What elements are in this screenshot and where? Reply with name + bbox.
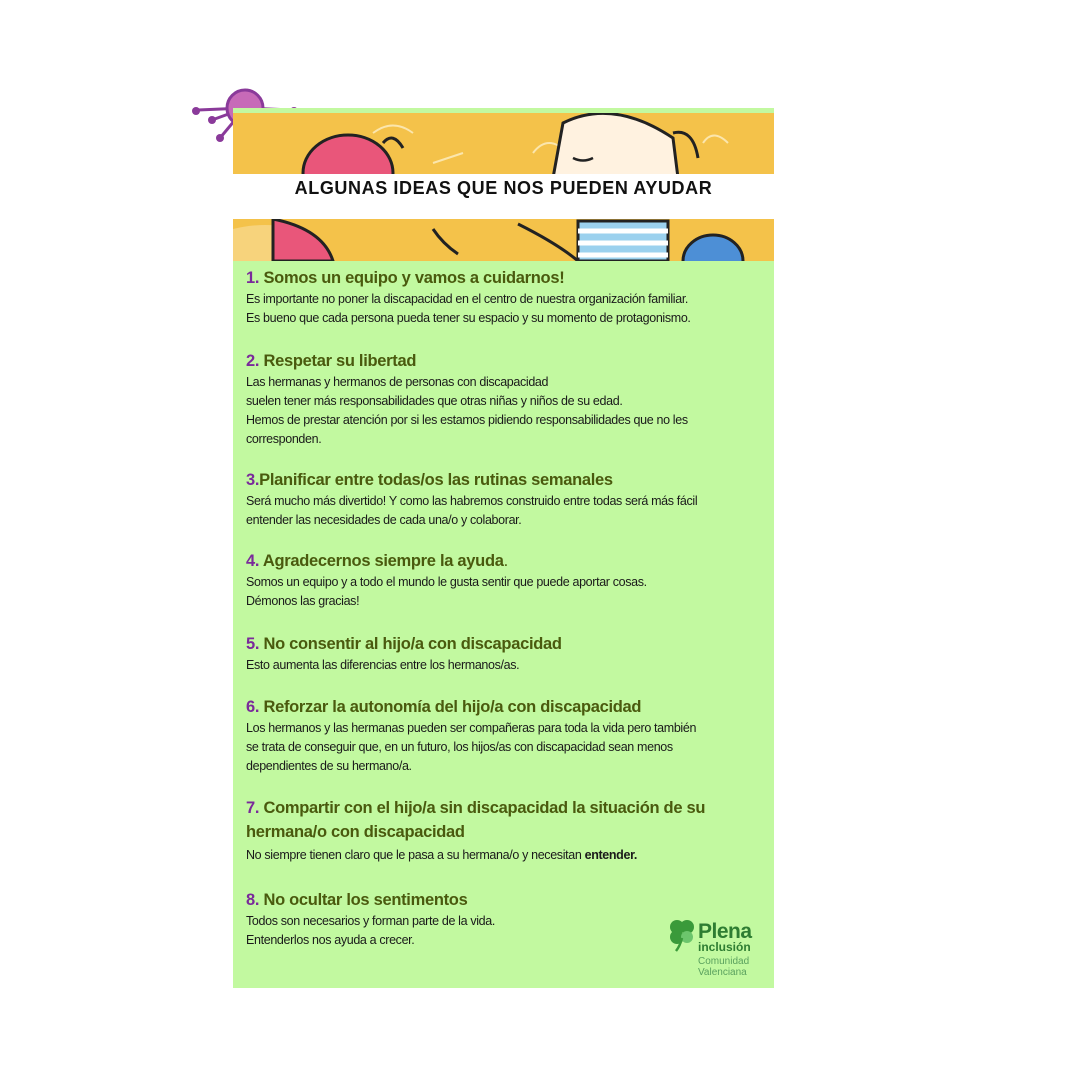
list-item: [246, 468, 766, 530]
item-text: Esto aumenta las diferencias entre los hermanos/as.: [246, 658, 520, 672]
item-heading: [246, 549, 766, 573]
item-number: 5.: [246, 635, 260, 653]
item-text: Los hermanos y las hermanas pueden ser compañeras para toda la vida pero también: [246, 721, 697, 735]
item-heading: [246, 266, 766, 290]
list-item: [246, 796, 766, 865]
item-text: dependientes de su hermano/a.: [246, 759, 412, 773]
item-number: 2.: [246, 352, 260, 370]
item-text-part: No siempre tienen claro que le pasa a su hermana/o y necesitan: [246, 848, 582, 862]
item-number: 6.: [246, 698, 260, 716]
item-heading-text: Planificar entre todas/os las rutinas semanales: [259, 471, 613, 489]
item-text: Es bueno que cada persona pueda tener su espacio y su momento de protagonismo.: [246, 311, 691, 325]
logo-sub-line: Comunidad: [698, 956, 750, 967]
illustration-banner-top: [233, 113, 774, 179]
list-item: [246, 266, 766, 328]
item-text: Las hermanas y hermanos de personas con discapacidad: [246, 375, 549, 389]
logo-sub-line: Valenciana: [698, 967, 747, 978]
item-heading-suffix: .: [503, 552, 508, 570]
item-text: corresponden.: [246, 432, 322, 446]
list-item: [246, 695, 766, 776]
logo-subtitle: [698, 956, 778, 978]
item-text: Será mucho más divertido! Y como las habremos construido entre todas será más fácil: [246, 494, 698, 508]
item-heading-text: Agradecernos siempre la ayuda: [262, 552, 504, 570]
list-item: [246, 549, 766, 611]
item-heading: [246, 796, 766, 820]
item-text: Entenderlos nos ayuda a crecer.: [246, 933, 415, 947]
clover-icon: [668, 918, 696, 952]
item-heading-text: No ocultar los sentimentos: [263, 891, 468, 909]
item-text: se trata de conseguir que, en un futuro, los hijos/as con discapacidad sean menos: [246, 740, 673, 754]
list-item: [246, 632, 766, 675]
item-text: Es importante no poner la discapacidad en el centro de nuestra organización familiar.: [246, 292, 689, 306]
item-number: 3.: [246, 471, 260, 489]
item-number: 4.: [246, 552, 260, 570]
item-text: Hemos de prestar atención por si les estamos pidiendo responsabilidades que no les: [246, 413, 688, 427]
item-heading-text: Reforzar la autonomía del hijo/a con discapacidad: [263, 698, 642, 716]
illustration-banner-bottom: [233, 219, 774, 261]
logo-name-2: inclusión: [698, 940, 751, 954]
item-heading: [246, 695, 766, 719]
item-text: suelen tener más responsabilidades que otras niñas y niños de su edad.: [246, 394, 623, 408]
item-text: entender las necesidades de cada una/o y colaborar.: [246, 513, 522, 527]
item-text-bold: entender.: [584, 848, 638, 862]
item-text: Démonos las gracias!: [246, 594, 360, 608]
item-text: Somos un equipo y a todo el mundo le gusta sentir que puede aportar cosas.: [246, 575, 647, 589]
item-heading: [246, 632, 766, 656]
item-heading: [246, 888, 766, 912]
item-heading-text: No consentir al hijo/a con discapacidad: [263, 635, 562, 653]
item-number: 7.: [246, 799, 260, 817]
item-heading-line2: hermana/o con discapacidad: [246, 823, 465, 841]
item-heading: [246, 468, 766, 492]
item-text: Todos son necesarios y forman parte de la vida.: [246, 914, 495, 928]
item-number: 8.: [246, 891, 260, 909]
item-heading-text: Somos un equipo y vamos a cuidarnos!: [263, 269, 565, 287]
list-item: [246, 349, 766, 449]
item-heading-text: Respetar su libertad: [263, 352, 417, 370]
item-text: [246, 846, 766, 865]
plena-inclusion-logo: [668, 918, 768, 982]
item-number: 1.: [246, 269, 260, 287]
item-heading-text: Compartir con el hijo/a sin discapacidad la situación de su: [263, 799, 706, 817]
poster-title: ALGUNAS IDEAS QUE NOS PUEDEN AYUDAR: [294, 178, 713, 198]
item-heading: [246, 349, 766, 373]
logo-name: Plena: [698, 920, 752, 943]
